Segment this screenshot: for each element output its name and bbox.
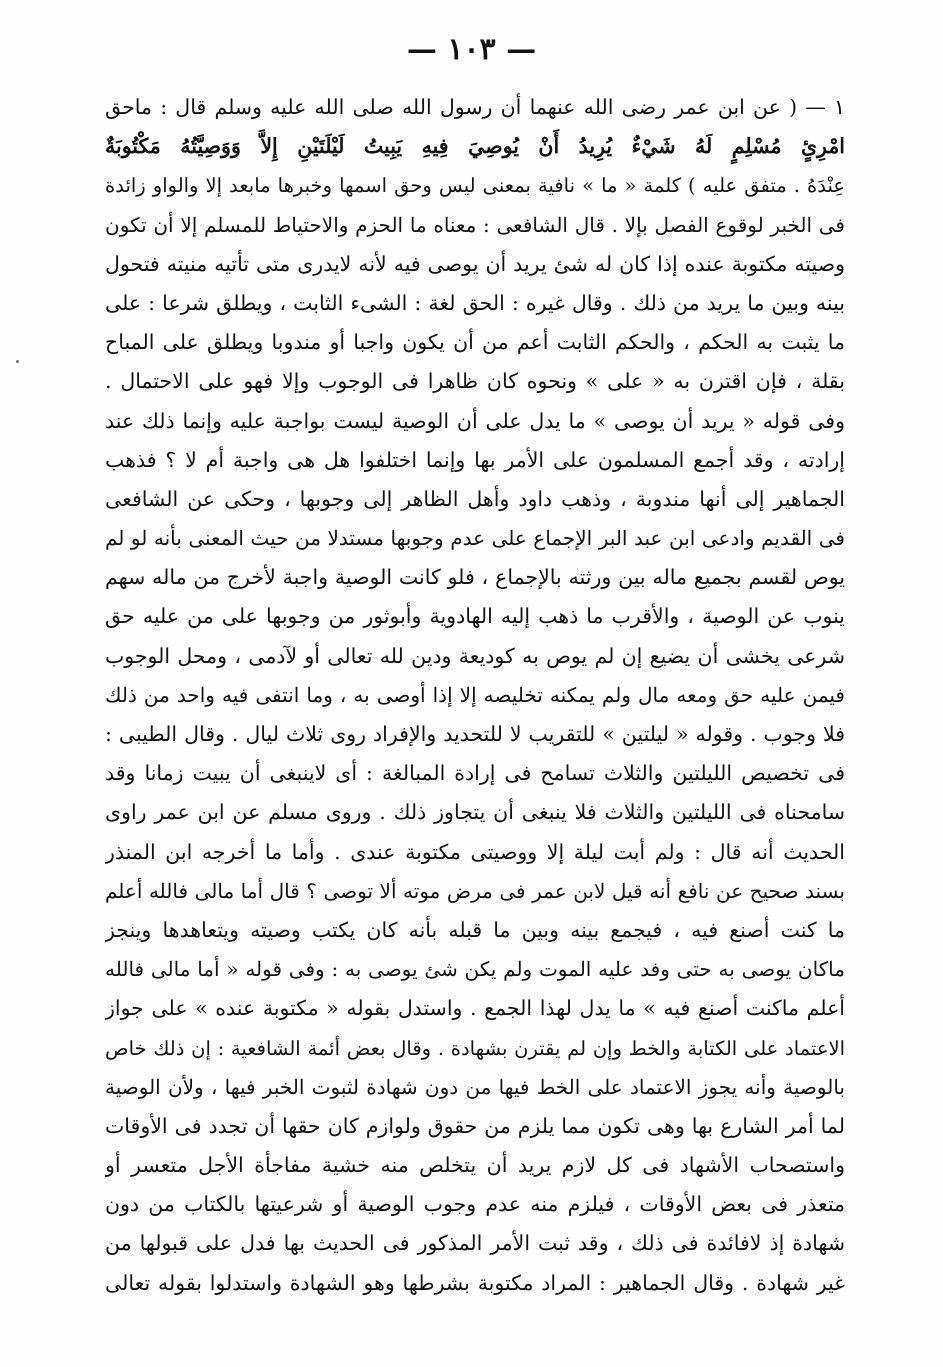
text-line: الحديث أنه قال : ولم أبت ليلة إلا ووصيتى مكتوبة عندى . وأما ما أخرجه ابن المنذر — [105, 839, 845, 864]
text-line: الاعتماد على الكتابة والخط وإن لم يقترن بشهادة . وقال بعض أئمة الشافعية : إن ذلك خاص — [105, 1036, 845, 1060]
text-line: وصيته مكتوبة عنده إذا كان له شئ يريد أن يوصى فيه لأنه لايدرى متى تأتيه منيته فتحول — [105, 251, 845, 276]
text-line: متعذر فى بعض الأوقات ، فيلزم منه عدم وجوب الوصية أو شرعيتها بالكتاب من دون — [105, 1192, 845, 1217]
text-line: لما أمر الشارع بها وهى تكون مما يلزم من حقوق ولوازم كان حقها أن تجدد فى الأوقات — [105, 1113, 845, 1138]
text-line-last: غير شهادة . وقال الجماهير : المراد مكتوبة بشرطها وهو الشهادة واستدلوا بقوله تعالى — [105, 1270, 845, 1295]
margin-speck — [16, 360, 19, 363]
text-line: ماكان يوصى به حتى وفد عليه الموت ولم يكن شئ يوصى به : وفى قوله « أما مالى فالله — [105, 957, 845, 982]
text-line: ما كنت أصنع فيه ، فيجمع بينه وبين ما قبله بأنه كان يكتب وصيته ويتعاهدها وينجز — [105, 917, 845, 942]
text-line: بسند صحيح عن نافع أنه قيل لابن عمر فى مرض موته ألا توصى ؟ قال أما مالى فالله أعلم — [105, 878, 845, 903]
text-line: واستصحاب الأشهاد فى كل لازم يريد أن يتخلص منه خشية مفاجأة الأجل متعسر أو — [105, 1153, 845, 1178]
text-line: فى القديم وادعى ابن عبد البر الإجماع على عدم وجوبها مستدلا من حيث المعنى بأنه لو لم — [105, 526, 845, 551]
text-line: شهادة إذ لافائدة فى ذلك ، وقد ثبت الأمر المذكور فى الحديث بها فدل على قبولها من — [105, 1231, 845, 1256]
text-line: بقلة ، فإن اقترن به « على » ونحوه كان ظاهرا فى الوجوب وإلا فهو على الاحتمال . — [105, 369, 845, 394]
text-line-hadith-matn: امْرِئٍ مُسْلِمٍ لَهُ شَيْءٌ يُرِيدُ أَنْ يُوصِيَ فِيهِ يَبِيتُ لَيْلَتَيْنِ إِلاَّ وَوَصِيَّتُهُ مَكْتُوبَةٌ — [105, 134, 845, 159]
text-line: فيمن عليه حق ومعه مال ولم يمكنه تخليصه إلا إذا أوصى به ، وما انتفى فيه واحد من ذلك — [105, 682, 845, 707]
text-line: بالوصية وأنه يجوز الاعتماد على الخط فيها من دون شهادة لثبوت الخبر فيها ، ولأن الوصية — [105, 1074, 845, 1099]
text-line: سامحناه فى الليلتين والثلاث فلا ينبغى أن يتجاوز ذلك . وروى مسلم عن ابن عمر راوى — [105, 800, 845, 825]
text-line-hadith-opening: ١ — ( عن ابن عمر رضى الله عنهما أن رسول الله صلى الله عليه وسلم قال : ماحق — [105, 95, 845, 119]
text-line: عِنْدَهُ . متفق عليه ) كلمة « ما » نافية بمعنى ليس وحق اسمها وخبرها مابعد إلا والواو زائدة — [105, 174, 845, 198]
text-line: أعلم ماكنت أصنع فيه » ما يدل لهذا الجمع . واستدل بقوله « مكتوبة عنده » على جواز — [105, 996, 845, 1021]
text-line: فلا وجوب . وقوله « ليلتين » للتقريب لا للتحديد والإفراد روى ثلاث ليال . وقال الطيبى : — [105, 722, 845, 746]
text-line: شرعى يخشى أن يضيع إن لم يوص به كوديعة ودين لله تعالى أو لآدمى ، ومحل الوجوب — [105, 643, 845, 668]
text-line: الجماهير إلى أنها مندوبة ، وذهب داود وأهل الظاهر إلى وجوبها ، وحكى عن الشافعى — [105, 486, 845, 511]
page-number: — ١٠٣ — — [406, 32, 537, 67]
text-line: يوص لقسم بجميع ماله بين ورثته بالإجماع ، فلو كانت الوصية واجبة لأخرج من ماله سهم — [105, 565, 845, 590]
text-line: ينوب عن الوصية ، والأقرب ما ذهب إليه الهادوية وأبوثور من وجوبها على من عليه حق — [105, 604, 845, 629]
text-line: ما يثبت به الحكم ، والحكم الثابت أعم من أن يكون واجبا أو مندوبا ويطلق على المباح — [105, 330, 845, 355]
text-line: وفى قوله « يريد أن يوصى » ما يدل على أن الوصية ليست بواجبة عليه وإنما ذلك عند — [105, 408, 845, 433]
text-line: بينه وبين ما يريد من ذلك . وقال غيره : الحق لغة : الشىء الثابت ، ويطلق شرعا : على — [105, 290, 845, 315]
text-line: فى الخبر لوقوع الفصل بإلا . قال الشافعى : معناه ما الحزم والاحتياط للمسلم إلا أن تكون — [105, 212, 845, 237]
text-line: إرادته ، وقد أجمع المسلمون على الأمر بها وإنما اختلفوا هل هى واجبة أم لا ؟ فذهب — [105, 447, 845, 472]
text-line: فى تخصيص الليلتين والثلاث تسامح فى إرادة المبالغة : أى لاينبغى أن يبيت زمانا وقد — [105, 761, 845, 786]
hadith-commentary-text — [105, 88, 845, 1303]
